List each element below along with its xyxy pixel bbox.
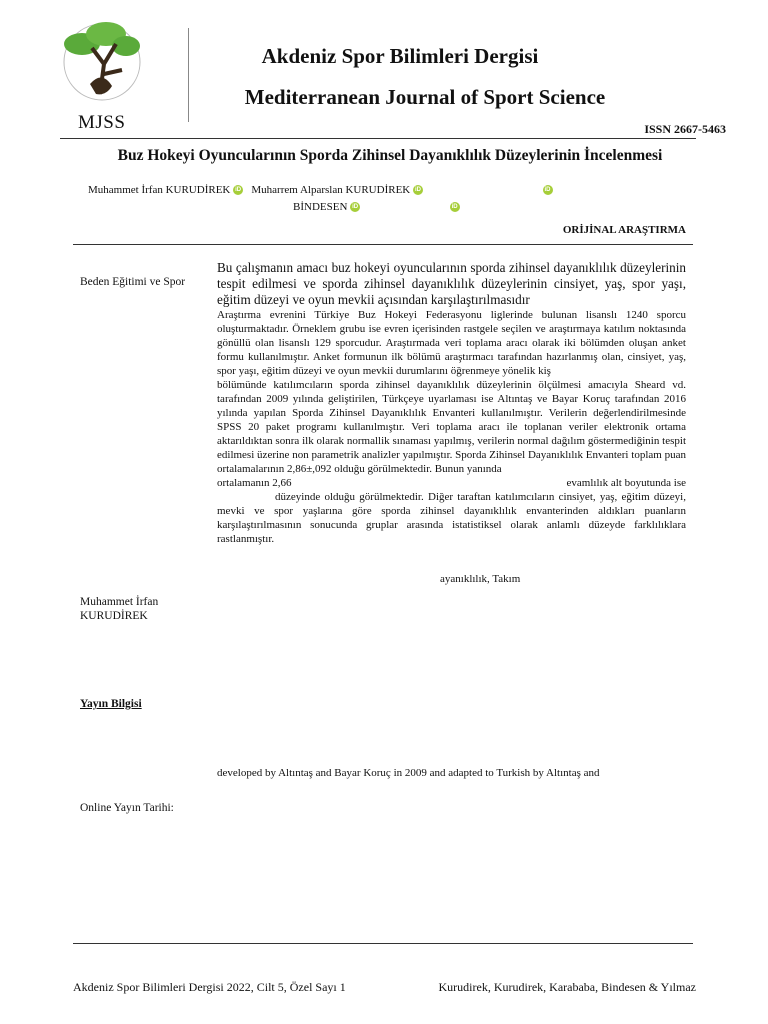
orcid-icon[interactable]: iD — [544, 187, 551, 194]
footer-rule — [73, 943, 693, 944]
abstract-paragraph: Araştırma evrenini Türkiye Buz Hokeyi Federasyonu liglerinde bulunan lisanslı 1240 sporcu oluşturmaktadır. Örneklem grubu ise evren içerisinden rastgele seçilen ve araştırmaya katılım noktasında gönüllü olan lisanslı 129 sporcudur. Araştırmada veri toplama aracı olarak iki bölümden oluşan anket formu kullanılmıştır. Anket formunun ilk bölümü araştırmacı tarafından hazırlanmış olan, cinsiyet, yaş, spor yaşı, eğitim düzeyi ve oyun mevkii durumlarını öğrenmeye yönelik kiş — [217, 309, 686, 377]
orcid-icon[interactable]: iD — [415, 187, 421, 194]
english-abstract-fragment: developed by Altıntaş and Bayar Koruç in 2009 and adapted to Turkish by Altıntaş and — [217, 767, 600, 779]
orcid-icon[interactable]: iD — [352, 204, 359, 211]
abstract-split-line — [217, 476, 686, 490]
author-line — [88, 184, 553, 196]
orcid-icon[interactable]: iD — [235, 187, 242, 194]
abstract — [217, 260, 686, 546]
keywords: ayanıklılık, Takım — [440, 573, 521, 585]
footer-authors: Kurudirek, Kurudirek, Karababa, Bindesen & Yılmaz — [438, 980, 696, 994]
online-publication-date: Online Yayın Tarihi: — [80, 802, 174, 814]
abstract-lead: Bu çalışmanın amacı buz hokeyi oyuncularının sporda zihinsel dayanıklılık düzeylerinin tespit edilmesi ve sporda zihinsel dayanıklılık düzeylerinin cinsiyet, yaş, spor yaşı, eğitim düzeyi ve oyun mevkii açısından karşılaştırılmasıdır — [217, 260, 686, 307]
section-rule — [73, 244, 693, 245]
author-2: Muharrem Alparslan KURUDİREK — [251, 184, 411, 196]
author-3: BİNDESEN — [293, 201, 348, 213]
footer-citation: Akdeniz Spor Bilimleri Dergisi 2022, Cilt 5, Özel Sayı 1 — [73, 980, 346, 994]
tree-logo-icon — [56, 14, 148, 114]
article-type: ORİJİNAL ARAŞTIRMA — [562, 224, 686, 236]
orcid-icon[interactable]: iD — [451, 204, 458, 211]
corresponding-author-last: KURUDİREK — [80, 610, 148, 622]
publication-info-heading: Yayın Bilgisi — [80, 698, 142, 710]
header-divider — [188, 28, 189, 122]
article-title: Buz Hokeyi Oyuncularının Sporda Zihinsel Dayanıklılık Düzeylerinin İncelenmesi — [117, 147, 663, 164]
corresponding-author-first: Muhammet İrfan — [80, 596, 159, 608]
abstract-fragment: evamlılık alt boyutunda ise — [566, 477, 686, 489]
abstract-fragment: ortalamanın 2,66 — [217, 477, 292, 489]
journal-title-en: Mediterranean Journal of Sport Science — [244, 85, 606, 109]
journal-title-tr: Akdeniz Spor Bilimleri Dergisi — [261, 44, 539, 68]
author-line-2 — [293, 201, 460, 213]
affiliation: Beden Eğitimi ve Spor — [80, 276, 186, 288]
logo-text: MJSS — [78, 112, 126, 133]
author-1: Muhammet İrfan KURUDİREK — [88, 184, 231, 196]
abstract-paragraph: bölümünde katılımcıların sporda zihinsel dayanıklılık düzeylerinin ölçülmesi amacıyla Sheard vd. tarafından 2009 yılında geliştirilen, Türkçeye uyarlaması ise Altıntaş ve Bayar Koruç tarafından 2016 yılında yapılan Sporda Zihinsel Dayanıklılık Envanteri kullanılmıştır. Verilerin değerlendirilmesinde SPSS 20 paket programı kullanılmıştır. Veri toplama aracı ile toplanan veriler elektronik ortama aktarıldıktan sonra ilk olarak normallik sınaması yapılmış, verilerin normal dağılım göstermediğinin tespit edilmesi üzerine non parametrik analizler yapılmıştır. Sporda Zihinsel Dayanıklılık Envanteri toplam puan ortalamalarının 2,86±,092 olduğu görülmektedir. Bunun yanında — [217, 379, 686, 475]
header-rule — [60, 138, 696, 139]
issn: ISSN 2667-5463 — [644, 122, 726, 136]
abstract-paragraph: düzeyinde olduğu görülmektedir. Diğer taraftan katılımcıların cinsiyet, yaş, eğitim düzeyi, mevki ve spor yaşlarına göre sporda zihinsel dayanıklılık envanterinden aldıkları puanların karşılaştırılmasının sonucunda gruplar arasında istatistiksel olarak anlamlı düzeyde farklılıklara rastlanmıştır. — [217, 491, 686, 545]
